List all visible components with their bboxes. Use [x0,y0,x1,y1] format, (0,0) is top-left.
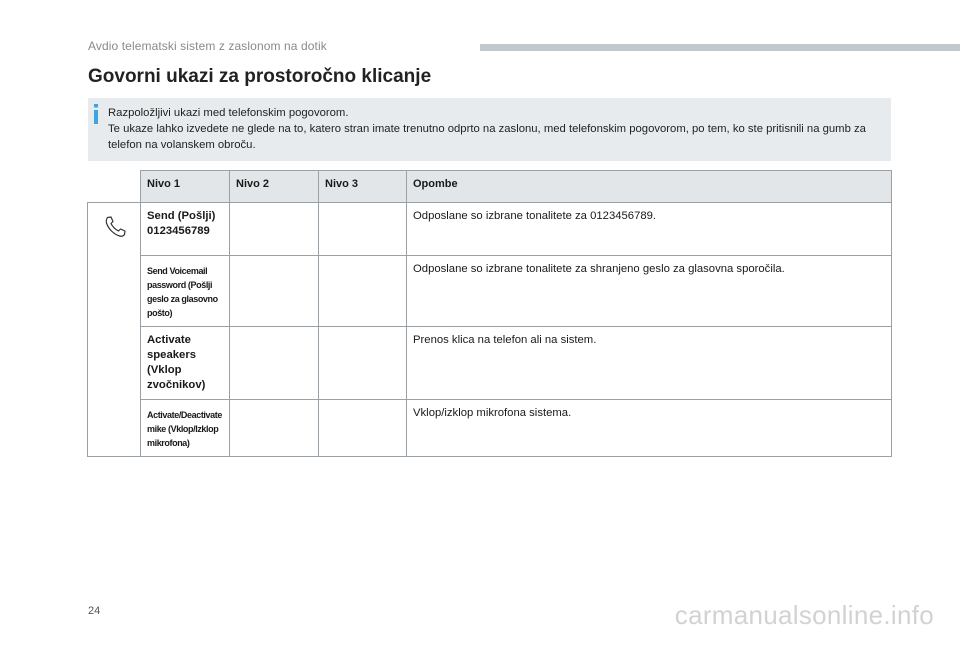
row-4-level1: Activate/Deactivate mike (Vklop/Izklop mikrofona) [141,400,230,457]
row-3-level2 [230,327,319,400]
info-line-2: Te ukaze lahko izvedete ne glede na to, katero stran imate trenutno odprto na zaslonu, med telefonskim pogovorom, po tem, ko ste pritisnili na gumb za telefon na volanskem obroču. [108,123,866,151]
voice-commands-table [87,170,892,457]
info-icon [92,104,100,124]
info-line-1: Razpoložljivi ukazi med telefonskim pogovorom. [108,107,349,119]
row-2-note: Odposlane so izbrane tonalitete za shranjeno geslo za glasovna sporočila. [407,256,892,327]
row-3-level1: Activate speakers (Vklop zvočnikov) [141,327,230,400]
row-4-level2 [230,400,319,457]
table-header-level3: Nivo 3 [319,171,407,203]
row-3-note: Prenos klica na telefon ali na sistem. [407,327,892,400]
info-text [108,105,877,153]
table-row [88,256,892,327]
table-header-blank [88,171,141,203]
section-title: Govorni ukazi za prostoročno klicanje [88,66,432,87]
table-header-level2: Nivo 2 [230,171,319,203]
table-header-level1: Nivo 1 [141,171,230,203]
table-header-row [88,171,892,203]
row-4-level3 [319,400,407,457]
table-row [88,327,892,400]
table-row [88,400,892,457]
row-1-level3 [319,203,407,256]
page-number: 24 [88,605,101,617]
row-2-level3 [319,256,407,327]
row-2-level1: Send Voicemail password (Pošlji geslo za glasovno pošto) [141,256,230,327]
row-1-note: Odposlane so izbrane tonalitete za 0123456789. [407,203,892,256]
watermark: carmanualsonline.info [674,600,934,630]
row-1-level1: Send (Pošlji) 0123456789 [141,203,230,256]
row-1-level2 [230,203,319,256]
phone-handset-icon [104,215,128,239]
info-box [88,98,891,161]
table-row [88,203,892,256]
row-2-level2 [230,256,319,327]
table-header-notes: Opombe [407,171,892,203]
row-4-note: Vklop/izklop mikrofona sistema. [407,400,892,457]
running-header: Avdio telematski sistem z zaslonom na dotik [88,39,327,53]
row-3-level3 [319,327,407,400]
header-rule [480,44,960,51]
table-icon-cell [88,203,141,457]
